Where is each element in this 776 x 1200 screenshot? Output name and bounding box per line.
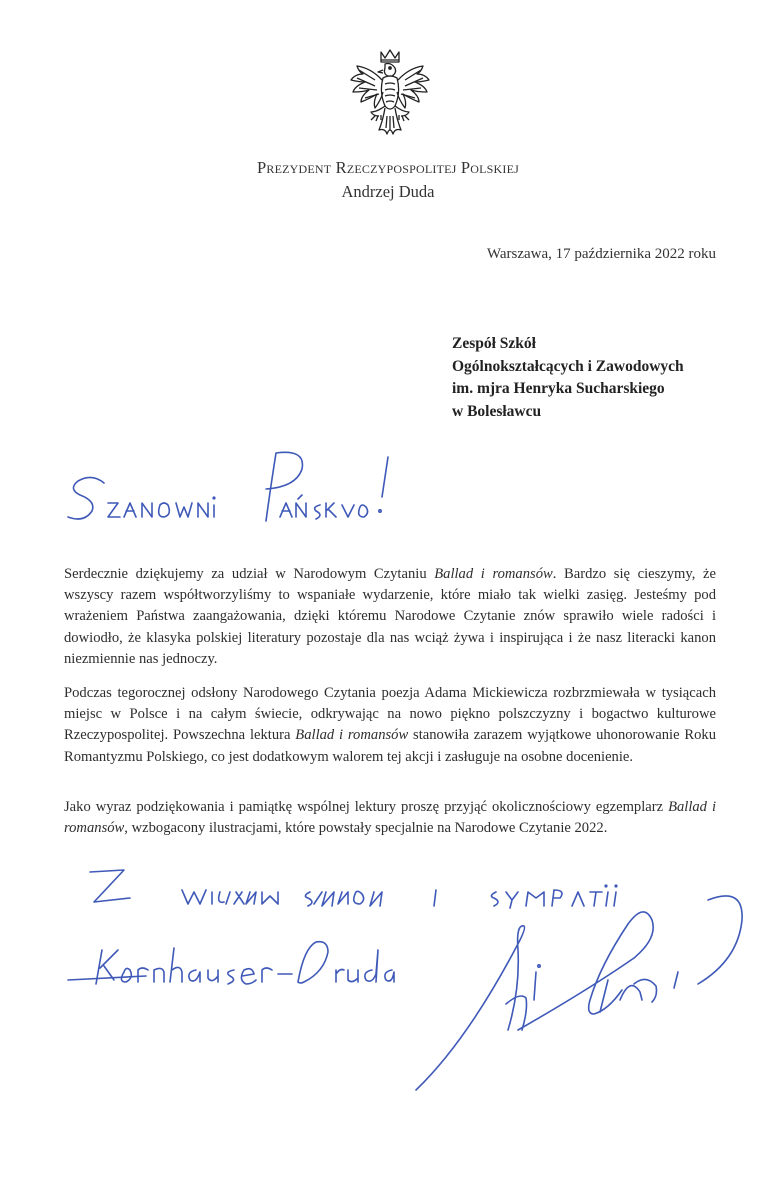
book-title: Ballad i romansów	[295, 727, 409, 744]
polish-eagle-emblem-icon	[345, 46, 435, 142]
recipient-line: Zespół Szkół	[452, 335, 536, 352]
handwritten-cosignature	[66, 928, 396, 998]
cosignature-ink	[66, 928, 396, 998]
handwritten-salutation	[62, 445, 402, 535]
body-paragraph: Serdecznie dziękujemy za udział w Narodowym Czytaniu Ballad i romansów. Bardzo się cieszymy, że wszyscy razem współtworzyliśmy to wspaniałe wydarzenie, które miało tak wielki zasięg. Jesteśmy pod wrażeniem Państwa zaangażowania, dzięki któremu Narodowe Czytanie znów sprawiło wiele radości i dowiodło, że klasyka polskiej literatury pozostaje dla nas wciąż żywa i inspirująca i że nasz literacki kanon niezmiennie nas jednoczy.	[64, 566, 716, 667]
recipient-line: im. mjra Henryka Sucharskiego	[452, 380, 665, 397]
office-title: Prezydent Rzeczypospolitej Polskiej	[257, 158, 519, 177]
body-paragraph: Jako wyraz podziękowania i pamiątkę wspólnej lektury proszę przyjąć okolicznościowy egzemplarz Ballad i romansów, wzbogacony ilustracjami, które powstały specjalnie na Narodowe Czytanie 2022.	[64, 799, 716, 837]
body-paragraph: Podczas tegorocznej odsłony Narodowego Czytania poezja Adama Mickiewicza rozbrzmiewała w tysiącach miejsc w Polsce i na całym świecie, odkrywając na nowo piękno polszczyzny i bogactwo kulturowe Rzeczypospolitej. Powszechna lektura Ballad i romansów stanowiła zarazem wyjątkowe uhonorowanie Roku Romantyzmu Polskiego, co jest dodatkowym walorem tej akcji i zasługuje na osobne docenienie.	[64, 685, 717, 765]
book-title: Ballad i romansów	[434, 566, 553, 582]
recipient-address	[452, 333, 684, 423]
office-holder-name: Andrzej Duda	[341, 182, 435, 201]
recipient-line: Ogólnokształcących i Zawodowych	[452, 357, 684, 375]
book-title: Ballad i romansów	[64, 799, 716, 837]
recipient-line: w Bolesławcu	[452, 402, 542, 420]
signature-icon	[408, 880, 758, 1100]
date-line: Warszawa, 17 października 2022 roku	[486, 246, 716, 262]
salutation-ink	[62, 445, 402, 535]
